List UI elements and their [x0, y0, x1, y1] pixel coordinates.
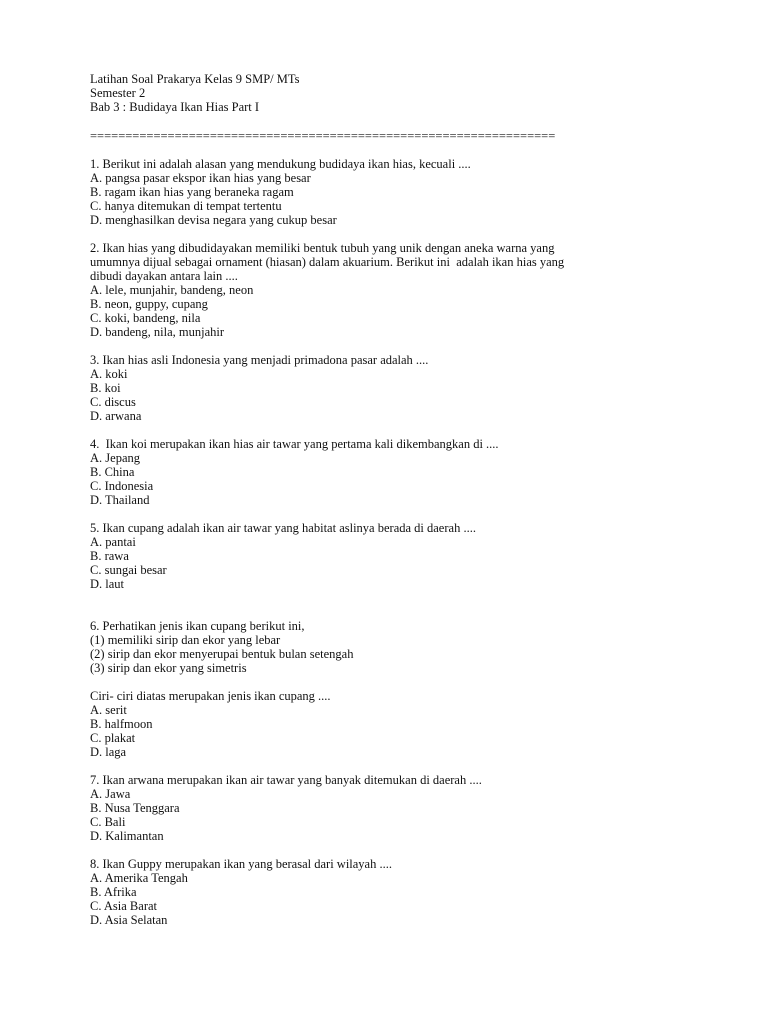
answer-option: D. Asia Selatan — [90, 913, 168, 927]
answer-option: C. Indonesia — [90, 479, 154, 493]
question-sub-stem: Ciri- ciri diatas merupakan jenis ikan cupang .... — [90, 689, 331, 703]
answer-option: A. pangsa pasar ekspor ikan hias yang besar — [90, 171, 311, 185]
question-4 — [90, 437, 690, 507]
question-stem-line: (2) sirip dan ekor menyerupai bentuk bulan setengah — [90, 647, 354, 661]
answer-option: C. hanya ditemukan di tempat tertentu — [90, 199, 282, 213]
question-stem-line: dibudi dayakan antara lain .... — [90, 269, 238, 283]
answer-option: B. Nusa Tenggara — [90, 801, 180, 815]
question-stem-line: 1. Berikut ini adalah alasan yang mendukung budidaya ikan hias, kecuali .... — [90, 157, 471, 171]
answer-option: D. laut — [90, 577, 125, 591]
question-list — [90, 157, 690, 927]
question-7 — [90, 773, 690, 843]
question-stem-line: 7. Ikan arwana merupakan ikan air tawar yang banyak ditemukan di daerah .... — [90, 773, 482, 787]
answer-option: C. koki, bandeng, nila — [90, 311, 201, 325]
question-stem-line: (3) sirip dan ekor yang simetris — [90, 661, 247, 675]
answer-option: C. sungai besar — [90, 563, 167, 577]
semester-label: Semester 2 — [90, 86, 146, 100]
separator-line: ================================================================== — [90, 129, 556, 143]
question-stem-line: 5. Ikan cupang adalah ikan air tawar yang habitat aslinya berada di daerah .... — [90, 521, 476, 535]
question-stem-line: umumnya dijual sebagai ornament (hiasan) dalam akuarium. Berikut ini adalah ikan hias yang — [90, 255, 565, 269]
answer-option: C. discus — [90, 395, 136, 409]
chapter-label: Bab 3 : Budidaya Ikan Hias Part I — [90, 100, 260, 114]
answer-option: B. halfmoon — [90, 717, 153, 731]
answer-option: A. pantai — [90, 535, 136, 549]
answer-option: B. ragam ikan hias yang beraneka ragam — [90, 185, 294, 199]
answer-option: B. Afrika — [90, 885, 137, 899]
answer-option: D. menghasilkan devisa negara yang cukup besar — [90, 213, 337, 227]
answer-option: B. neon, guppy, cupang — [90, 297, 208, 311]
answer-option: A. Amerika Tengah — [90, 871, 188, 885]
answer-option: D. arwana — [90, 409, 142, 423]
question-stem-line: 6. Perhatikan jenis ikan cupang berikut ini, — [90, 619, 305, 633]
answer-option: A. serit — [90, 703, 127, 717]
document-title: Latihan Soal Prakarya Kelas 9 SMP/ MTs — [90, 72, 300, 86]
answer-option: B. koi — [90, 381, 121, 395]
question-stem-line: 8. Ikan Guppy merupakan ikan yang berasal dari wilayah .... — [90, 857, 392, 871]
answer-option: B. China — [90, 465, 135, 479]
answer-option: C. plakat — [90, 731, 136, 745]
answer-option: D. Kalimantan — [90, 829, 164, 843]
question-8 — [90, 857, 690, 927]
question-1 — [90, 157, 690, 227]
answer-option: D. bandeng, nila, munjahir — [90, 325, 224, 339]
question-stem-line: (1) memiliki sirip dan ekor yang lebar — [90, 633, 281, 647]
document-header — [90, 72, 690, 143]
document-body — [90, 72, 690, 927]
question-3 — [90, 353, 690, 423]
answer-option: D. Thailand — [90, 493, 150, 507]
question-5 — [90, 521, 690, 591]
question-stem-line: 4. Ikan koi merupakan ikan hias air tawar yang pertama kali dikembangkan di .... — [90, 437, 499, 451]
question-2 — [90, 241, 690, 339]
answer-option: A. lele, munjahir, bandeng, neon — [90, 283, 254, 297]
answer-option: B. rawa — [90, 549, 129, 563]
answer-option: A. Jawa — [90, 787, 131, 801]
answer-option: D. laga — [90, 745, 127, 759]
answer-option: A. Jepang — [90, 451, 140, 465]
answer-option: C. Asia Barat — [90, 899, 158, 913]
question-stem-line: 2. Ikan hias yang dibudidayakan memiliki bentuk tubuh yang unik dengan aneka warna yang — [90, 241, 555, 255]
answer-option: C. Bali — [90, 815, 126, 829]
answer-option: A. koki — [90, 367, 128, 381]
question-6 — [90, 619, 690, 759]
question-stem-line: 3. Ikan hias asli Indonesia yang menjadi primadona pasar adalah .... — [90, 353, 429, 367]
